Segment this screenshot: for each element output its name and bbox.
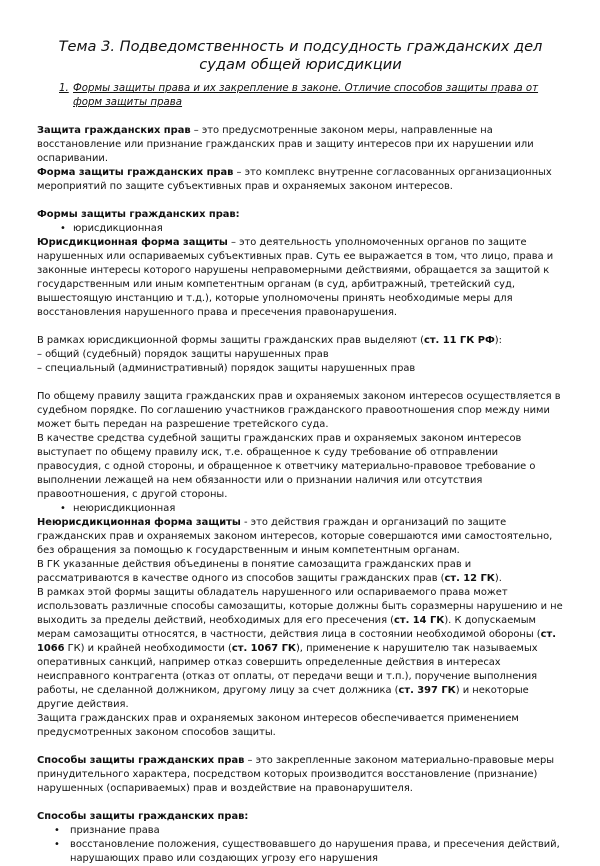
paragraph-applied: Защита гражданских прав и охраняемых законом интересов обеспечивается применением предусмотренных законом способов защиты. xyxy=(37,713,519,738)
law-reference: ст. 397 ГК xyxy=(398,685,456,696)
paragraph-non-jurisdictional: Неюрисдикционная форма защиты - это действия граждан и организаций по защите гражданских прав и охраняемых законом интересов, которые совершаются ими самостоятельно, без обращения за помощью к государственным и иным компетентным органам. xyxy=(37,517,553,556)
term: Защита гражданских прав xyxy=(37,125,191,136)
paragraph-general-rule: По общему правилу защита гражданских прав и охраняемых законом интересов осуществляется в судебном порядке. По соглашению участников гражданского правоотношения спор между ними может быть передан на разрешение третейского суда. xyxy=(37,391,561,430)
law-reference: ст. 14 ГК xyxy=(394,615,445,626)
section-heading-text: Формы защиты права и их закрепление в законе. Отличие способов защиты права от форм защиты права xyxy=(73,83,539,108)
definition-methods: Способы защиты гражданских прав – это закрепленные законом материально-правовые меры принудительного характера, посредством которых производится восстановление (признание) нарушенных (оспариваемых) прав и воздействие на правонарушителя. xyxy=(37,755,555,794)
law-reference: ст. 11 ГК РФ xyxy=(423,335,495,346)
bullet-icon xyxy=(54,838,70,866)
definition-text: – это предусмотренные законом меры, направленные на восстановление или признание гражданских прав и защиту интересов при их нарушении или оспаривании. xyxy=(37,125,534,164)
paragraph-remedy: В качестве средства судебной защиты гражданских прав и охраняемых законом интересов выступает по общему правилу иск, т.е. обращенное к суду требование об отправлении правосудия, с одной стороны, и обращенное к ответчику материально-правовое требование о выполнении лежащей на нем обязанности или о признании наличия или отсутствия правоотношения, с другой стороны. xyxy=(37,433,536,500)
methods-heading: Способы защиты гражданских прав: xyxy=(37,811,249,822)
order-item: – общий (судебный) порядок защиты нарушенных прав xyxy=(37,349,329,360)
list-item: • юрисдикционная xyxy=(37,222,564,236)
forms-list xyxy=(37,502,564,516)
list-item: • признание права xyxy=(37,824,564,838)
bullet-icon xyxy=(54,824,70,838)
term: Способы защиты гражданских прав xyxy=(37,755,245,766)
definition-form xyxy=(37,166,564,194)
bullet-icon xyxy=(60,222,73,236)
law-reference: ст. 1066 xyxy=(37,629,556,654)
order-item: – специальный (административный) порядок защиты нарушенных прав xyxy=(37,363,416,374)
document-title: Тема 3. Подведомственность и подсудность гражданских дел судам общей юрисдикции xyxy=(58,38,543,73)
section-heading xyxy=(59,82,564,110)
methods-list xyxy=(37,824,564,866)
paragraph-self-defense: В рамках этой формы защиты обладатель нарушенного или оспариваемого права может использовать различные способы самозащиты, которые должны быть соразмерны нарушению и не выходить за пределы действий, необходимых для его пресечения (ст. 14 ГК). К допускаемым мерам самозащиты относятся, в частности, действия лица в состоянии необходимой обороны (ст. 1066 ГК) и крайней необходимости (ст. 1067 ГК), применение к нарушителю так называемых оперативных санкций, например отказ совершить определенные действия в интересах неисправного контрагента (отказ от оплаты, от передачи вещи и т.п.), поручение выполнения работы, не сделанной должником, другому лицу за счет должника (ст. 397 ГК) и некоторые другие действия. xyxy=(37,587,563,710)
paragraph-jurisdictional: Юрисдикционная форма защиты – это деятельность уполномоченных органов по защите нарушенных или оспариваемых субъективных прав. Суть ее выражается в том, что лицо, права и законные интересы которого нарушены неправомерными действиями, обращается за защитой к государственным или иным компетентным органам (в суд, арбитражный, третейский суд, вышестоящую инстанцию и т.д.), которые уполномочены принять необходимые меры для восстановления нарушенного права и пресечения правонарушения. xyxy=(37,237,554,318)
bullet-icon xyxy=(60,502,73,516)
definition-protection xyxy=(37,124,564,166)
paragraph-within: В рамках юрисдикционной формы защиты гражданских прав выделяют (ст. 11 ГК РФ): xyxy=(37,335,502,346)
forms-heading: Формы защиты гражданских прав: xyxy=(37,209,240,220)
law-reference: ст. 12 ГК xyxy=(444,573,495,584)
paragraph-gk: В ГК указанные действия объединены в понятие самозащита гражданских прав и рассматриваются в качестве одного из способов защиты гражданских прав (ст. 12 ГК). xyxy=(37,559,502,584)
term: Форма защиты гражданских прав xyxy=(37,167,234,178)
law-reference: ст. 1067 ГК xyxy=(231,643,296,654)
list-item: • восстановление положения, существовавшего до нарушения права, и пресечения действий, нарушающих право или создающих угрозу его нарушения xyxy=(37,838,564,866)
definition-text: – это комплекс внутренне согласованных организационных мероприятий по защите субъективных прав и охраняемых законом интересов. xyxy=(37,167,552,192)
list-item: • неюрисдикционная xyxy=(37,502,564,516)
forms-list xyxy=(37,222,564,236)
section-number: 1. xyxy=(59,83,69,94)
term: Юрисдикционная форма защиты xyxy=(37,237,228,248)
term: Неюрисдикционная форма защиты xyxy=(37,517,241,528)
